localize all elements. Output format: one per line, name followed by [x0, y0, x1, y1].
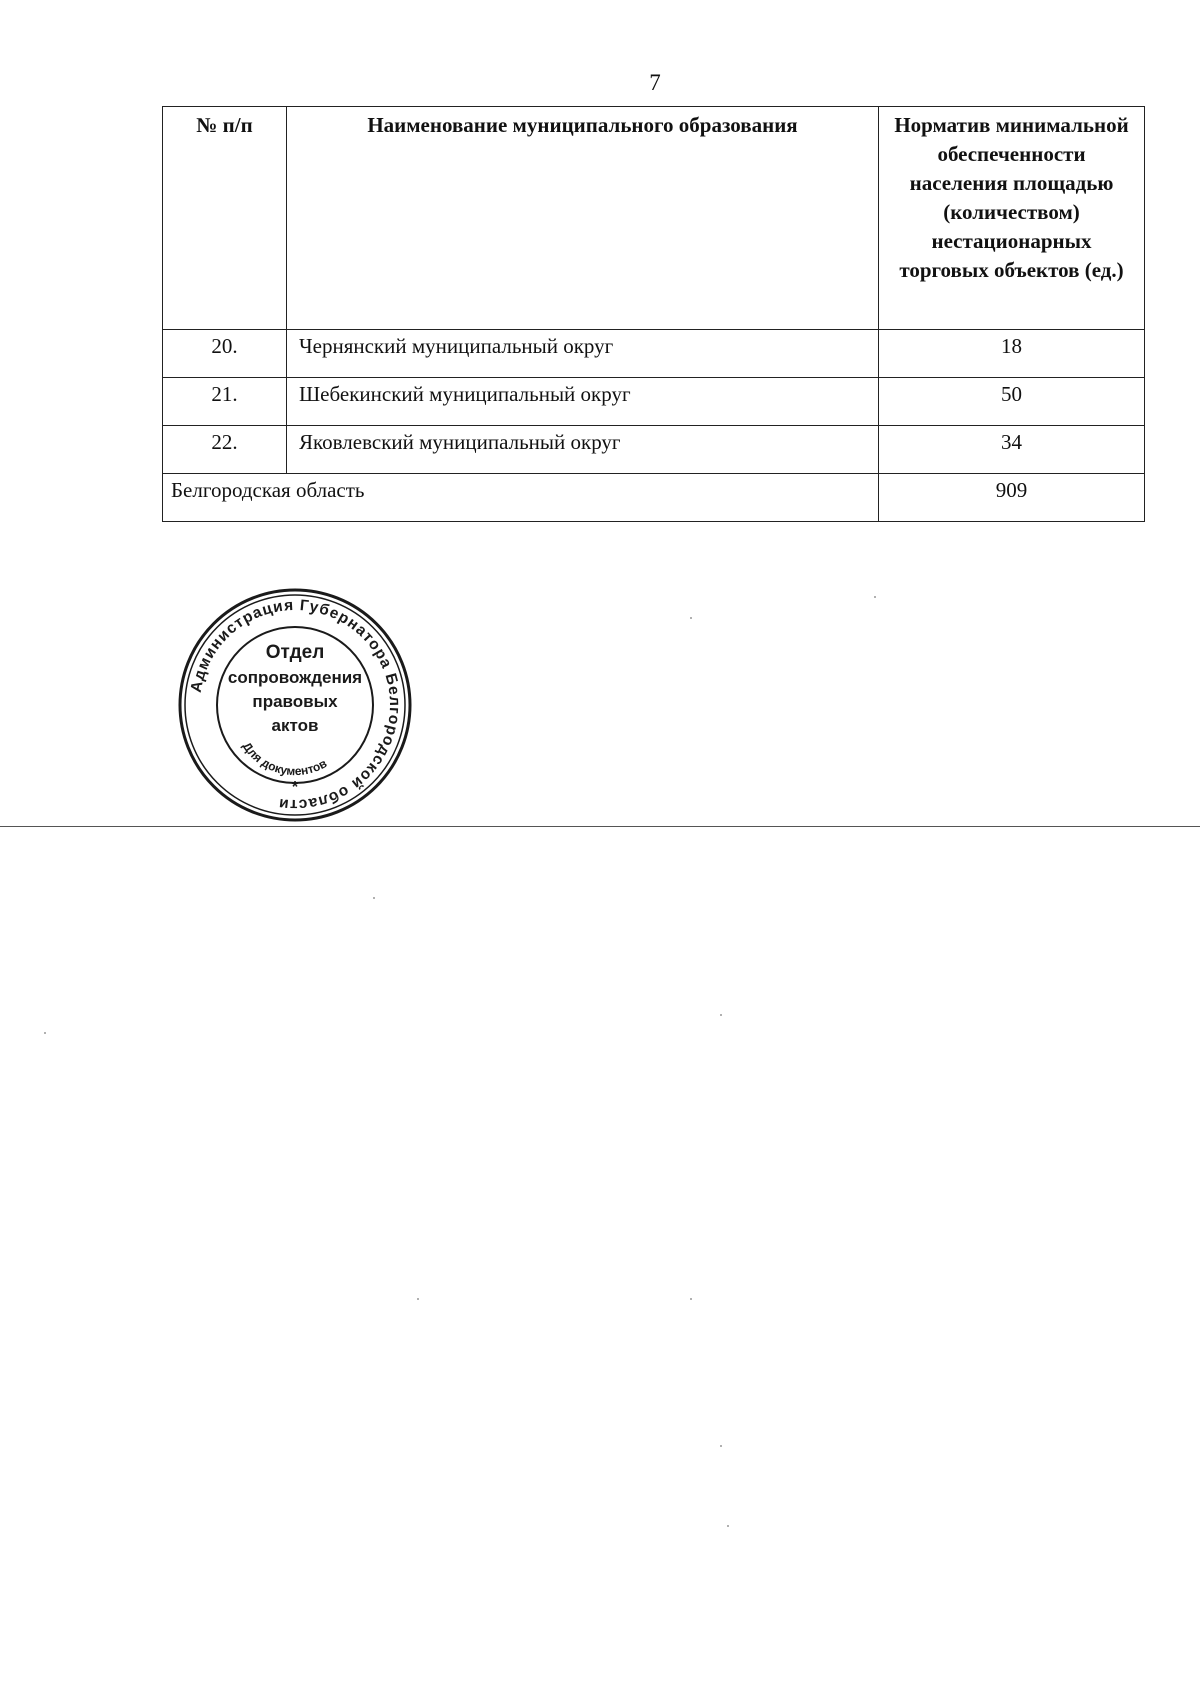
row-municipality: Чернянский муниципальный округ [287, 330, 879, 378]
row-number: 22. [163, 426, 287, 474]
header-number-label: № п/п [196, 113, 253, 137]
header-municipality-name: Наименование муниципального образования [287, 107, 879, 330]
table-row [163, 330, 1145, 378]
horizontal-divider [0, 826, 1200, 827]
scan-speck [373, 897, 375, 899]
scan-speck [690, 617, 692, 619]
seal-bottom-text: Для документов [239, 739, 330, 779]
row-value: 18 [879, 330, 1145, 378]
page-number: 7 [649, 70, 661, 95]
table-total-row [163, 474, 1145, 522]
official-seal [175, 585, 415, 825]
row-value: 34 [879, 426, 1145, 474]
seal-star: * [291, 779, 299, 796]
scan-speck [874, 596, 876, 598]
scan-speck [727, 1525, 729, 1527]
row-number: 21. [163, 378, 287, 426]
total-value: 909 [879, 474, 1145, 522]
table-row [163, 378, 1145, 426]
scan-speck [690, 1298, 692, 1300]
scan-speck [44, 1032, 46, 1034]
seal-ring-text: Администрация Губернатора Белгородской области [187, 596, 404, 814]
table-row [163, 426, 1145, 474]
header-standard: Норматив минимальной обеспеченности населения площадью (количеством) нестационарных торговых объектов (ед.) [879, 107, 1145, 330]
table-header-row [163, 107, 1145, 330]
scan-speck [720, 1445, 722, 1447]
total-label: Белгородская область [163, 474, 879, 522]
standards-table [162, 106, 1145, 522]
row-number: 20. [163, 330, 287, 378]
seal-center-line-4: актов [271, 716, 319, 735]
scan-speck [417, 1298, 419, 1300]
seal-center-line-3: правовых [252, 692, 338, 711]
row-municipality: Шебекинский муниципальный округ [287, 378, 879, 426]
seal-center-line-2: сопровождения [227, 668, 363, 687]
row-municipality: Яковлевский муниципальный округ [287, 426, 879, 474]
row-value: 50 [879, 378, 1145, 426]
seal-center-line-1: Отдел [265, 642, 325, 663]
header-number [163, 107, 287, 330]
scan-speck [720, 1014, 722, 1016]
